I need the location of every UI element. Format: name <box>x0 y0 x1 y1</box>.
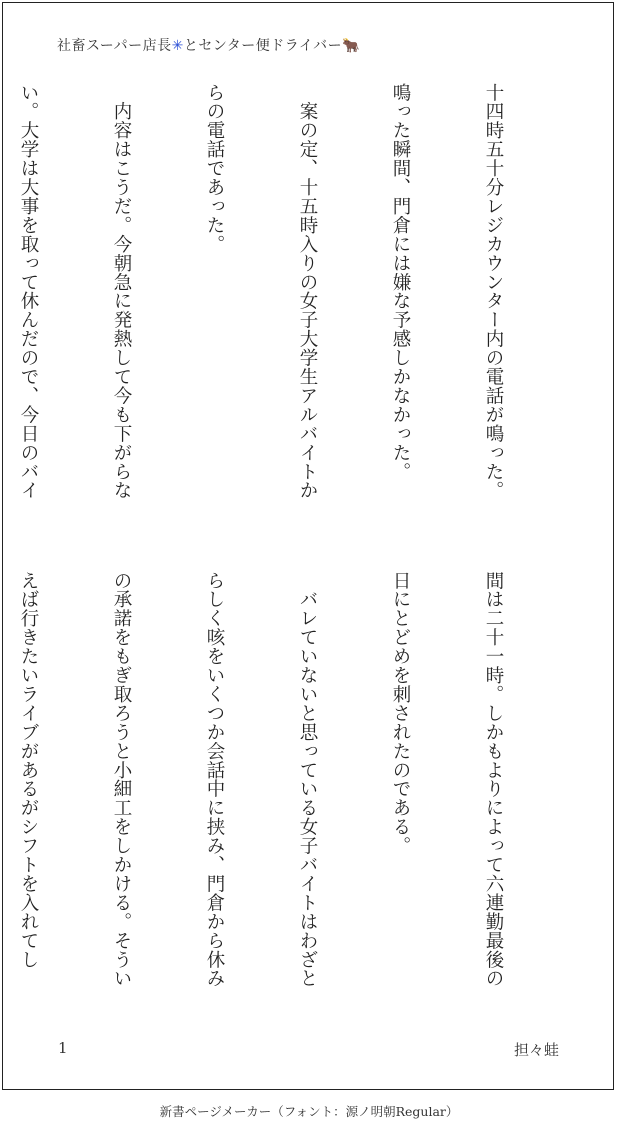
generator-credit: 新書ページメーカー（フォント：源ノ明朝Regular） <box>159 1104 459 1119</box>
text-line: 日にとどめを刺されたのである。 <box>390 571 411 856</box>
header-title-part1: 社畜スーパー店長 <box>57 38 172 54</box>
text-line: 内容はこうだ。今朝急に発熱して今も下がらな <box>111 83 132 500</box>
sparkle-icon: ✳ <box>171 38 184 54</box>
page-header <box>57 35 360 55</box>
text-line: らしく咳をいくつか会話中に挟み、門倉から休み <box>204 571 225 988</box>
text-block-bottom <box>0 571 571 1011</box>
text-line: 間は二十一時。しかもよりによって六連勤最後の <box>483 571 504 988</box>
text-line: バレていないと思っている女子バイトはわざと <box>297 571 318 988</box>
text-line: らの電話であった。 <box>204 83 225 254</box>
ox-icon: 🐂 <box>342 38 361 54</box>
author-name: 担々蛙 <box>513 1041 559 1059</box>
text-line: 鳴った瞬間、門倉には嫌な予感しかなかった。 <box>390 83 411 481</box>
text-line: 十四時五十分レジカウンター内の電話が鳴った。 <box>483 83 504 500</box>
text-line: 案の定、十五時入りの女子大学生アルバイトか <box>297 83 318 500</box>
text-line: い。大学は大事を取って休んだので、今日のバイ <box>18 83 39 500</box>
page-number: 1 <box>58 1039 68 1057</box>
book-page <box>2 2 614 1090</box>
text-block-top <box>0 83 571 523</box>
text-line: えば行きたいライブがあるがシフトを入れてし <box>18 571 39 969</box>
header-title-part2: とセンター便ドライバー <box>183 38 343 54</box>
text-line: の承諾をもぎ取ろうと小細工をしかける。そうい <box>111 571 132 988</box>
